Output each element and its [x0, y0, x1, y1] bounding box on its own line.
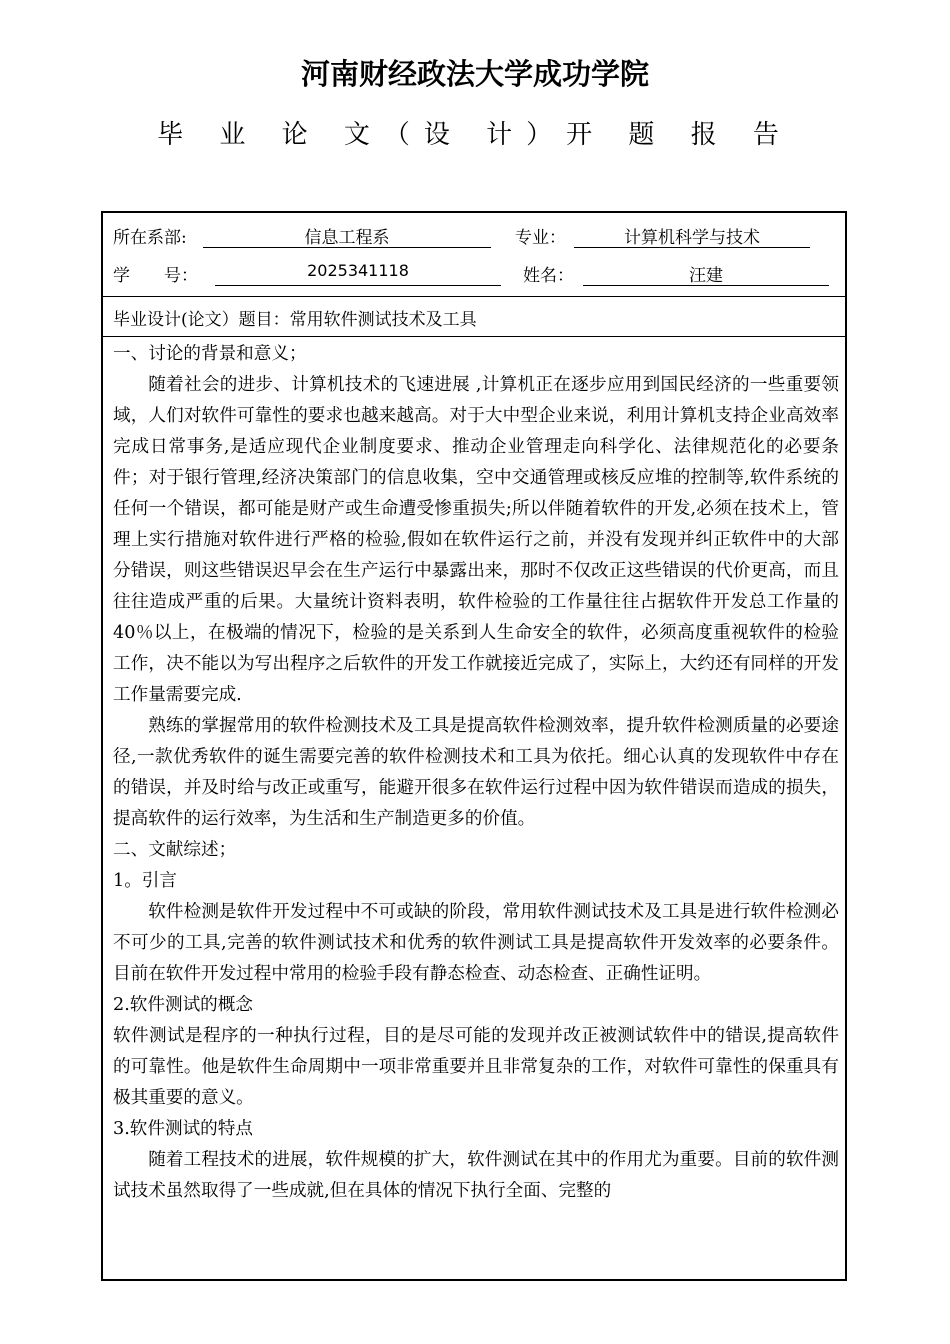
department-field: 信息工程系	[203, 223, 491, 248]
name-field: 汪建	[583, 261, 829, 286]
report-body	[103, 337, 845, 1207]
section-2-heading: 二、文献综述；	[113, 840, 237, 860]
university-name: 河南财经政法大学成功学院	[300, 57, 649, 91]
department-label: 所在系部:	[113, 228, 187, 248]
student-id-field: 2025341118	[215, 261, 501, 286]
subsection-concept-heading: 2.软件测试的概念	[113, 995, 253, 1015]
info-row-student	[103, 257, 845, 287]
name-label: 姓名：	[523, 266, 574, 286]
subsection-features-heading: 3.软件测试的特点	[113, 1119, 253, 1139]
section-1-paragraph-2: 熟练的掌握常用的软件检测技术及工具是提高软件检测效率，提升软件检测质量的必要途径,一款优秀软件的诞生需要完善的软件检测技术和工具为依托。细心认真的发现软件中存在的错误，并及时给与改正或重写，能避开很多在软件运行过程中因为软件错误而造成的损失，提高软件的运行效率，为生活和生产制造更多的价值。	[113, 716, 839, 829]
thesis-topic-row	[103, 297, 845, 337]
report-form	[101, 211, 847, 1281]
section-1-paragraph-1: 随着社会的进步、计算机技术的飞速进展 ,计算机正在逐步应用到国民经济的一些重要领域，人们对软件可靠性的要求也越来越高。对于大中型企业来说，利用计算机支持企业高效率完成日常事务,是适应现代企业制度要求、推动企业管理走向科学化、法律规范化的必要条件；对于银行管理,经济决策部门的信息收集，空中交通管理或核反应堆的控制等,软件系统的任何一个错误，都可能是财产或生命遭受惨重损失;所以伴随着软件的开发,必须在技术上，管理上实行措施对软件进行严格的检验,假如在软件运行之前，并没有发现并纠正软件中的大部分错误，则这些错误迟早会在生产运行中暴露出来，那时不仅改正这些错误的代价更高，而且往往造成严重的后果。大量统计资料表明，软件检验的工作量往往占据软件开发总工作量的40％以上，在极端的情况下，检验的是关系到人生命安全的软件，必须高度重视软件的检验工作，决不能以为写出程序之后软件的开发工作就接近完成了，实际上，大约还有同样的开发工作量需要完成.	[113, 375, 839, 705]
topic-value: 常用软件测试技术及工具	[289, 310, 477, 330]
student-id-label: 学 号：	[113, 266, 198, 286]
subsection-introduction-heading: 1。引言	[113, 871, 177, 891]
subsection-concept-paragraph: 软件测试是程序的一种执行过程，目的是尽可能的发现并改正被测试软件中的错误,提高软件的可靠性。他是软件生命周期中一项非常重要并且非常复杂的工作，对软件可靠性的保重具有极其重要的意义。	[113, 1026, 839, 1108]
major-field: 计算机科学与技术	[574, 223, 810, 248]
topic-label: 毕业设计(论文）题目：	[113, 310, 290, 330]
info-row-department	[103, 219, 845, 249]
document-title: 毕 业 论 文（设 计）开 题 报 告	[157, 120, 793, 150]
major-label: 专业：	[515, 228, 566, 248]
student-info-block	[103, 213, 845, 297]
subsection-introduction-paragraph: 软件检测是软件开发过程中不可或缺的阶段，常用软件测试技术及工具是进行软件检测必不可少的工具,完善的软件测试技术和优秀的软件测试工具是提高软件开发效率的必要条件。目前在软件开发过程中常用的检验手段有静态检查、动态检查、正确性证明。	[113, 902, 839, 984]
section-1-heading: 一、讨论的背景和意义；	[113, 344, 307, 364]
subsection-features-paragraph: 随着工程技术的进展，软件规模的扩大，软件测试在其中的作用尤为重要。目前的软件测试技术虽然取得了一些成就,但在具体的情况下执行全面、完整的	[113, 1150, 839, 1201]
